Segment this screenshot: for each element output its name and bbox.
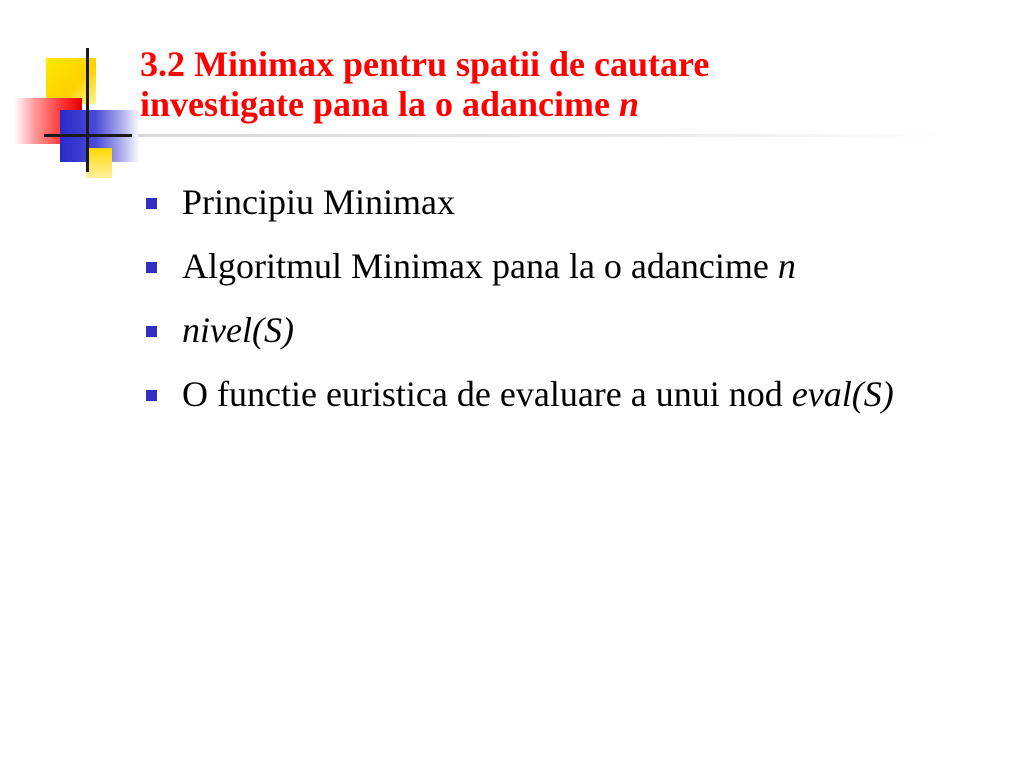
bullet-item-algoritmul-minimax [146, 244, 986, 288]
square-bullet-icon [146, 198, 157, 209]
bullet-variable-n: n [777, 246, 796, 286]
title-divider [138, 134, 958, 137]
square-bullet-icon [146, 390, 157, 401]
logo-vertical-line [86, 48, 89, 172]
bullet-text: Algoritmul Minimax pana la o adancime [182, 246, 778, 286]
title-variable-n: n [619, 84, 640, 124]
square-bullet-icon [146, 326, 157, 337]
bullet-function-nivel: nivel(S) [182, 310, 294, 350]
logo-horizontal-line [44, 134, 132, 137]
slide-title [140, 44, 960, 124]
bullet-text: O functie euristica de evaluare a unui nod [182, 374, 792, 414]
title-line-2: investigate pana la o adancime [140, 84, 620, 124]
bullet-item-principiu-minimax [146, 180, 986, 224]
logo-small-yellow-square [86, 148, 112, 178]
decorative-squares-logo [0, 0, 160, 190]
title-line-1: 3.2 Minimax pentru spatii de cautare [140, 44, 710, 84]
bullet-function-eval: eval(S) [791, 374, 894, 414]
square-bullet-icon [146, 262, 157, 273]
bullet-list [146, 180, 986, 436]
bullet-text: Principiu Minimax [182, 182, 455, 222]
bullet-item-nivel [146, 308, 986, 352]
bullet-item-functie-euristica [146, 372, 986, 416]
